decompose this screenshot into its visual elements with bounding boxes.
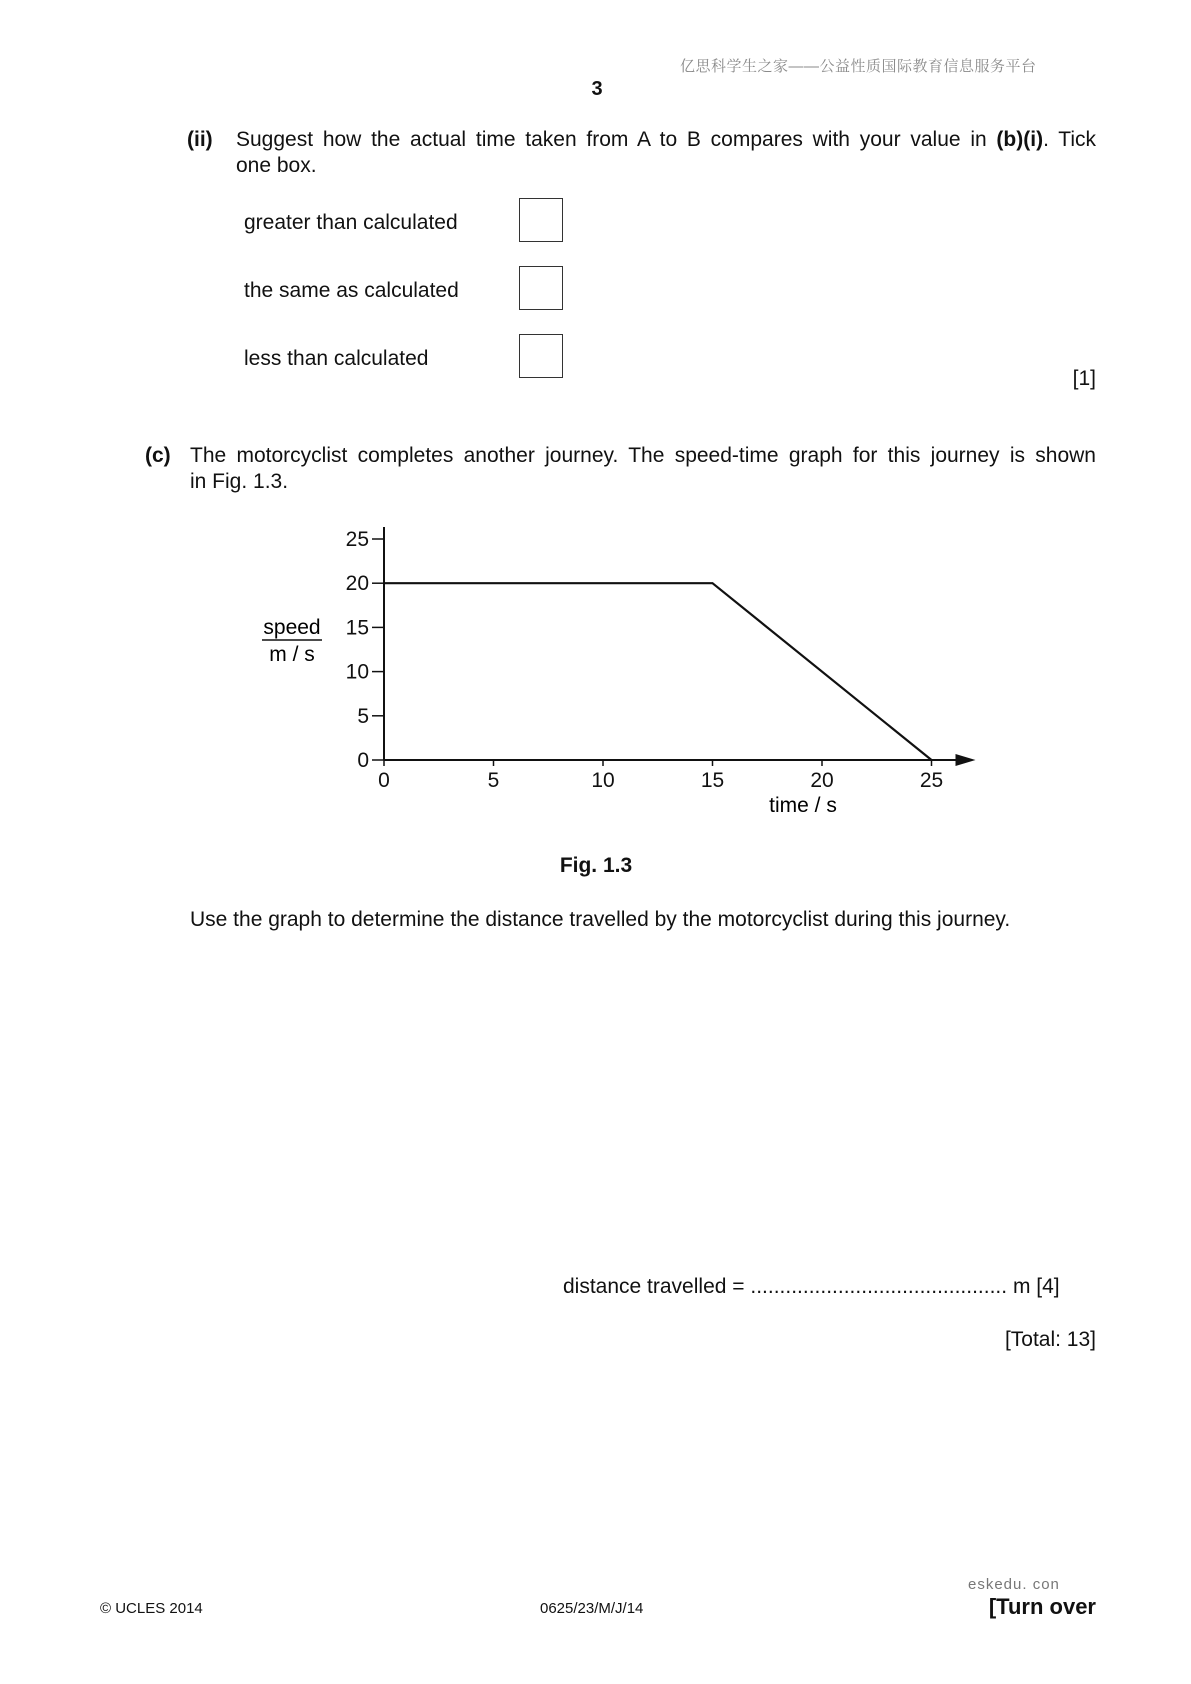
x-tick-label: 5 — [487, 769, 500, 792]
answer-label: distance travelled = — [563, 1275, 745, 1298]
data-point — [712, 582, 714, 584]
paper-code: 0625/23/M/J/14 — [540, 1600, 644, 1617]
part-c-instruction: Use the graph to determine the distance travelled by the motorcyclist during this journey. — [190, 908, 1011, 931]
total-marks: [Total: 13] — [1004, 1328, 1096, 1351]
speed-time-graph — [0, 0, 1191, 840]
y-tick-label: 25 — [345, 528, 369, 551]
part-ii-question-line2: one box. — [236, 154, 317, 177]
y-tick-label: 0 — [357, 749, 369, 772]
answer-marks: [4] — [1036, 1275, 1060, 1298]
y-axis-label-bottom: m / s — [269, 643, 315, 666]
part-c-question-line1: The motorcyclist completes another journey. The speed-time graph for this journey is shown — [190, 444, 1096, 467]
data-point — [383, 582, 385, 584]
x-tick-label: 0 — [378, 769, 390, 792]
x-axis-label: time / s — [769, 794, 837, 817]
x-tick-label: 10 — [591, 769, 615, 792]
y-tick-label: 10 — [345, 660, 369, 684]
part-ii-question-line1: Suggest how the actual time taken from A to B compares with your value in (b)(i). Tick — [236, 128, 1096, 151]
figure-caption: Fig. 1.3 — [559, 854, 633, 877]
speed-time-line — [384, 583, 932, 760]
watermark-text: 亿思科学生之家——公益性质国际教育信息服务平台 — [680, 58, 1037, 75]
option-label-same: the same as calculated — [244, 279, 459, 302]
part-ii-marks: [1] — [1072, 367, 1096, 390]
chart-axes — [384, 527, 976, 766]
answer-line — [563, 1274, 1060, 1300]
y-tick-label: 15 — [345, 616, 369, 640]
x-tick-label: 25 — [919, 769, 944, 792]
part-c-label: (c) — [145, 444, 171, 467]
turn-over: [Turn over — [988, 1594, 1096, 1619]
chart-series — [383, 582, 932, 760]
site-watermark: eskedu. con — [968, 1576, 1060, 1593]
part-c-question-line2: in Fig. 1.3. — [190, 470, 289, 493]
part-ii-label: (ii) — [187, 128, 213, 151]
y-axis-label-top: speed — [263, 616, 321, 639]
page-number: 3 — [591, 78, 603, 100]
copyright: © UCLES 2014 — [100, 1600, 203, 1617]
y-tick-label: 20 — [345, 572, 369, 596]
x-tick-label: 15 — [700, 769, 725, 792]
answer-unit: m — [1012, 1275, 1031, 1298]
data-point — [931, 759, 933, 761]
y-tick-label: 5 — [357, 704, 369, 728]
option-label-less: less than calculated — [244, 347, 429, 370]
x-tick-label: 20 — [810, 769, 834, 792]
answer-blank[interactable]: ............................................ — [750, 1275, 1008, 1298]
option-label-greater: greater than calculated — [244, 211, 458, 234]
chart-ticks — [346, 528, 944, 792]
x-axis-arrow — [956, 754, 976, 766]
